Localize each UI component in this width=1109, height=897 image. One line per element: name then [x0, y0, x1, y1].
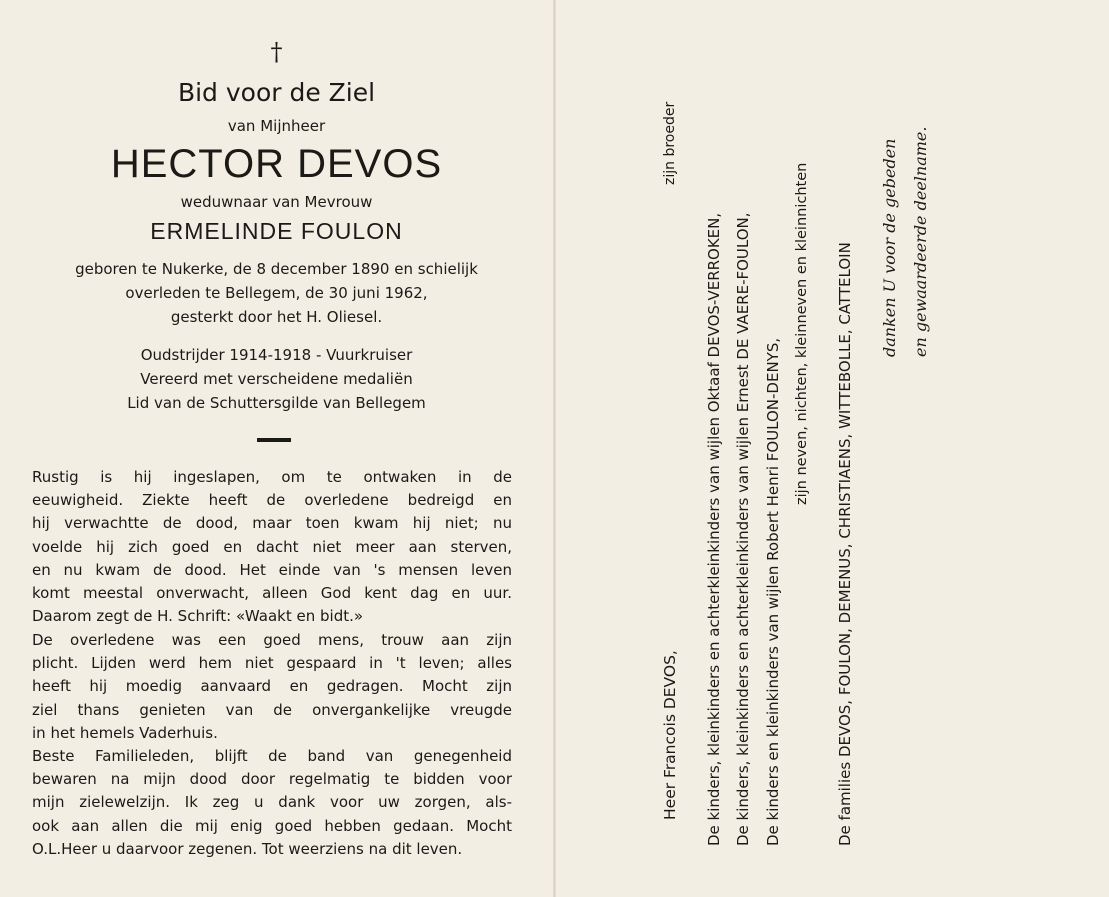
text-line: ziel thans genieten van de onvergankelijke vreugde — [32, 700, 512, 719]
text-line: Rustig is hij ingeslapen, om te ontwaken in de — [32, 468, 512, 486]
honor-guild: Lid van de Schuttersgilde van Bellegem — [127, 394, 426, 412]
text-line: O.L.Heer u daarvoor zegenen. Tot weerziens na dit leven. — [32, 839, 463, 858]
family-line-de-vaere-foulon: De kinders, kleinkinders en achterkleinkinders van wijlen Ernest DE VAERE-FOULON, — [734, 212, 752, 846]
text-line: plicht. Lijden werd hem niet gespaard in 't leven; alles — [32, 654, 512, 673]
brother-role: zijn broeder — [662, 101, 678, 185]
thanks-line-1: danken U voor de gebeden — [880, 138, 899, 357]
widower-line: weduwnaar van Mevrouw — [180, 193, 373, 211]
paragraph-family — [32, 745, 512, 861]
wife-name: ERMELINDE FOULON — [150, 218, 403, 244]
paragraph-good-man — [32, 629, 512, 745]
death-line: overleden te Bellegem, de 30 juni 1962, — [125, 284, 428, 302]
birth-line: geboren te Nukerke, de 8 december 1890 en schielijk — [75, 260, 478, 278]
family-line-devos-verroken: De kinders, kleinkinders en achterkleinkinders van wijlen Oktaaf DEVOS-VERROKEN, — [705, 212, 723, 846]
text-line: in het hemels Vaderhuis. — [32, 723, 218, 742]
van-mijnheer: van Mijnheer — [227, 117, 326, 135]
prayer-heading: Bid voor de Ziel — [177, 78, 376, 107]
sacrament-line: gesterkt door het H. Oliesel. — [170, 308, 383, 326]
text-line: komt meestal onverwacht, alleen God kent dag en uur. — [32, 584, 512, 603]
text-line: voelde hij zich goed en dacht niet meer aan sterven, — [32, 537, 512, 556]
text-line: bewaren na mijn dood door regelmatig te bidden voor — [32, 770, 512, 789]
text-line: ook aan allen die mij enig goed hebben gedaan. Mocht — [32, 816, 512, 835]
brother-name: Heer Francois DEVOS, — [661, 650, 679, 820]
cross-icon: † — [270, 38, 283, 66]
text-line: mijn zielewelzijn. Ik zeg u dank voor uw zorgen, als- — [32, 793, 512, 812]
relatives-line: zijn neven, nichten, kleinneven en kleinnichten — [794, 162, 810, 505]
text-line: Daarom zegt de H. Schrift: «Waakt en bidt.» — [32, 607, 364, 626]
left-panel — [0, 0, 553, 897]
thanks-line-2: en gewaardeerde deelname. — [911, 126, 930, 357]
honor-medals: Vereerd met verscheidene medaliën — [140, 370, 413, 388]
families-line: De families DEVOS, FOULON, DEMENUS, CHRISTIAENS, WITTEBOLLE, CATTELOIN — [836, 242, 854, 846]
text-line: en nu kwam de dood. Het einde van 's mensen leven — [32, 560, 512, 579]
right-panel — [556, 0, 1109, 897]
text-line: hij verwachtte de dood, maar toen kwam hij niet; nu — [32, 514, 512, 533]
paragraph-sleep — [32, 466, 512, 628]
text-line: Beste Familieleden, blijft de band van genegenheid — [32, 747, 512, 765]
text-line: De overledene was een goed mens, trouw aan zijn — [32, 631, 512, 649]
deceased-name: HECTOR DEVOS — [110, 142, 443, 186]
divider — [257, 438, 291, 442]
family-line-foulon-denys: De kinders en kleinkinders van wijlen Robert Henri FOULON-DENYS, — [764, 337, 782, 846]
honor-veteran: Oudstrijder 1914-1918 - Vuurkruiser — [140, 346, 413, 364]
text-line: eeuwigheid. Ziekte heeft de overledene bedreigd en — [32, 491, 512, 510]
text-line: heeft hij moedig aanvaard en gedragen. Mocht zijn — [32, 677, 512, 696]
